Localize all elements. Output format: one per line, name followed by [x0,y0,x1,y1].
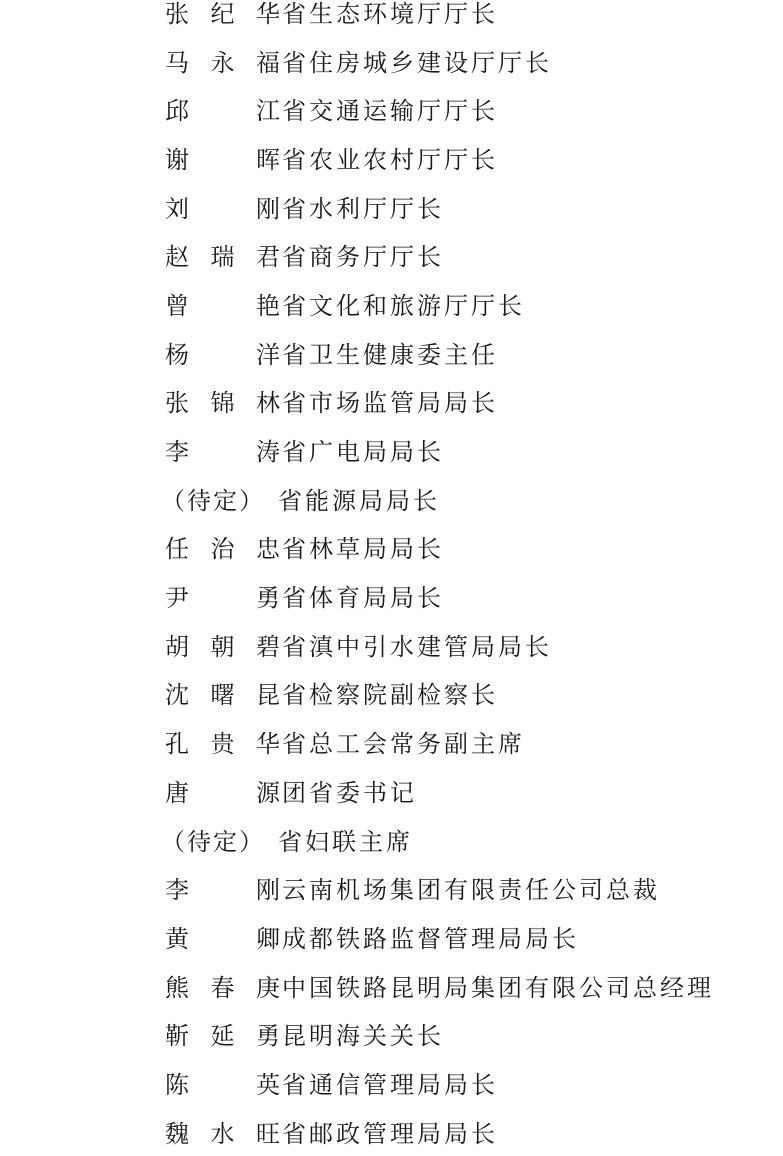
member-name: 沈 曙 昆 [165,681,280,710]
list-item [161,474,765,523]
member-name: 杨 洋 [165,340,280,369]
member-name: 陈 英 [165,1070,280,1099]
member-name: 靳 延 勇 [165,1022,280,1051]
member-title: 省通信管理局局长 [282,1070,498,1099]
member-name: 魏 水 旺 [165,1119,280,1148]
member-title: 团省委书记 [282,778,417,807]
member-title: 省商务厅厅长 [282,243,444,272]
member-title: 省水利厅厅长 [282,194,444,223]
member-name: 孔 贵 华 [165,730,280,759]
member-title: 省妇联主席 [278,827,413,856]
member-title: 省卫生健康委主任 [282,340,498,369]
list-item [165,717,765,766]
member-name: 唐 源 [165,778,280,807]
member-title: 省体育局局长 [282,584,444,613]
member-name: 马 永 福 [165,48,280,77]
member-name: 张 锦 林 [165,389,280,418]
list-item [165,863,765,912]
member-title: 省滇中引水建管局局长 [282,632,552,661]
list-item [165,328,765,377]
member-name: 胡 朝 碧 [165,632,280,661]
member-name: 张 纪 华 [165,0,280,28]
member-name: 曾 艳 [165,291,280,320]
member-title: 省市场监管局局长 [282,389,498,418]
member-name: 谢 晖 [165,145,280,174]
member-name: （待定） [161,827,265,856]
list-item [165,84,765,133]
member-name: （待定） [161,486,265,515]
member-title: 省生态环境厅厅长 [282,0,498,28]
member-title: 省农业农村厅厅长 [282,145,498,174]
member-name: 李 涛 [165,438,280,467]
member-name: 尹 勇 [165,584,280,613]
list-item [165,523,765,572]
list-item [165,1058,765,1107]
member-title: 省广电局局长 [282,438,444,467]
member-title: 省能源局局长 [278,486,440,515]
member-list [161,0,765,1156]
list-item [165,669,765,718]
member-name: 刘 刚 [165,194,280,223]
member-name: 李 刚 [165,876,280,905]
member-title: 云南机场集团有限责任公司总裁 [282,876,660,905]
member-title: 省检察院副检察长 [282,681,498,710]
list-item [165,425,765,474]
list-item [165,279,765,328]
member-title: 昆明海关关长 [282,1022,444,1051]
list-item [165,620,765,669]
member-name: 黄 卿 [165,924,280,953]
member-title: 省林草局局长 [282,535,444,564]
member-title: 成都铁路监督管理局局长 [282,924,579,953]
member-title: 省住房城乡建设厅厅长 [282,48,552,77]
member-title: 中国铁路昆明局集团有限公司总经理 [282,973,714,1002]
list-item [165,1107,765,1156]
list-item [165,912,765,961]
member-name: 熊 春 庚 [165,973,280,1002]
list-item [165,36,765,85]
list-item [165,1009,765,1058]
list-item [165,230,765,279]
list-item [165,571,765,620]
member-name: 邱 江 [165,97,280,126]
list-item [165,377,765,426]
list-item [165,0,765,36]
member-name: 赵 瑞 君 [165,243,280,272]
list-item [165,961,765,1010]
member-title: 省邮政管理局局长 [282,1119,498,1148]
member-name: 任 治 忠 [165,535,280,564]
list-item [165,182,765,231]
member-title: 省总工会常务副主席 [282,730,525,759]
list-item [161,815,765,864]
list-item [165,133,765,182]
member-title: 省交通运输厅厅长 [282,97,498,126]
list-item [165,766,765,815]
member-title: 省文化和旅游厅厅长 [282,291,525,320]
